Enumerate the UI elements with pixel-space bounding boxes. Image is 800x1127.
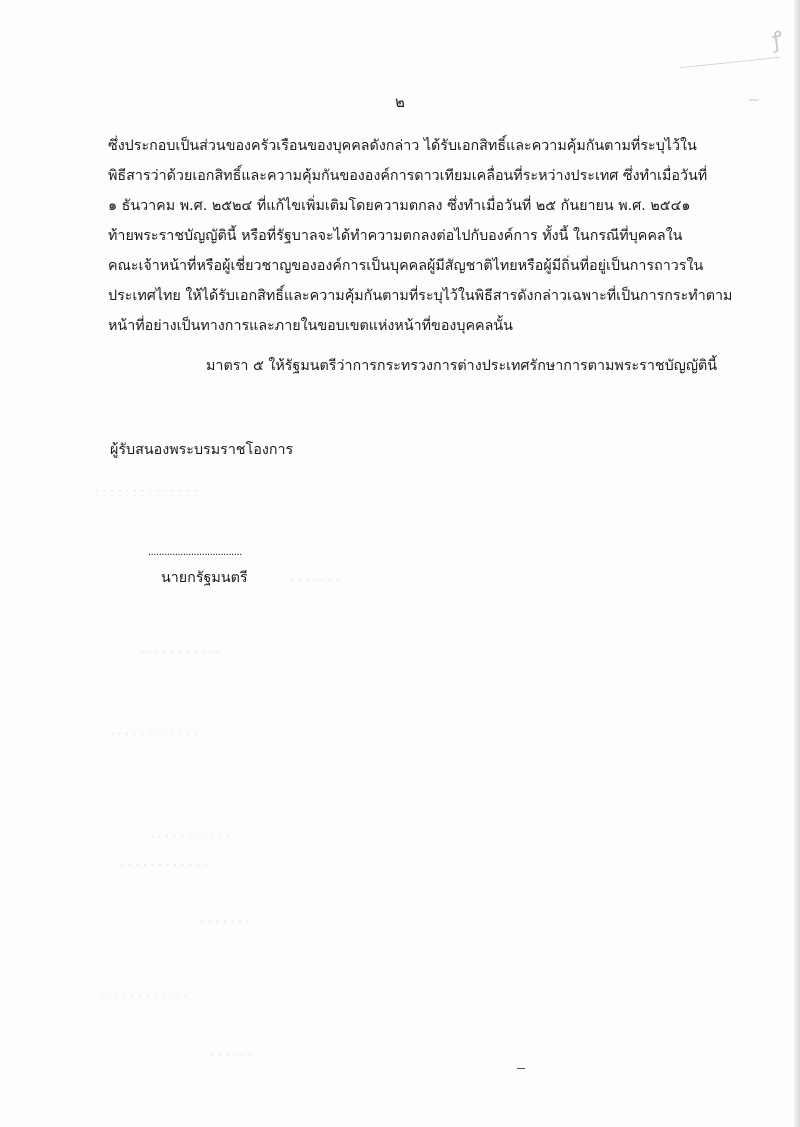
signatory-title: นายกรัฐมนตรี bbox=[161, 570, 248, 586]
bleed-through-text: · · · · · · · · · · · bbox=[140, 645, 221, 659]
section-5-clause: มาตรา ๕ ให้รัฐมนตรีว่าการกระทรวงการต่างประเทศรักษาการตามพระราชบัญญัตินี้ bbox=[206, 358, 718, 374]
corner-pencil-line bbox=[680, 57, 780, 68]
paragraph-line: ท้ายพระราชบัญญัตินี้ หรือที่รัฐบาลจะได้ทำความตกลงต่อไปกับองค์การ ทั้งนี้ ในกรณีที่บุคคลใน bbox=[108, 228, 683, 244]
corner-handwritten-mark: ꝭ bbox=[770, 27, 784, 54]
paragraph-line: พิธีสารว่าด้วยเอกสิทธิ์และความคุ้มกันขององค์การดาวเทียมเคลื่อนที่ระหว่างประเทศ ซึ่งทำเมื่อวันที่ bbox=[108, 168, 708, 184]
countersign-label: ผู้รับสนองพระบรมราชโองการ bbox=[110, 442, 294, 458]
paragraph-line: หน้าที่อย่างเป็นทางการและภายในขอบเขตแห่งหน้าที่ของบุคคลนั้น bbox=[108, 318, 513, 334]
footer-dash bbox=[517, 1068, 525, 1069]
corner-handwritten-note: ~ bbox=[745, 89, 761, 110]
bleed-through-text: · · · · · · · · · · · · bbox=[110, 727, 198, 741]
paragraph-line: ประเทศไทย ให้ได้รับเอกสิทธิ์และความคุ้มกันตามที่ระบุไว้ในพิธีสารดังกล่าวเฉพาะที่เป็นการกระทำตาม bbox=[108, 288, 733, 304]
page-number: ๒ bbox=[395, 93, 405, 111]
bleed-through-text: · · · · · · · · · · · bbox=[150, 830, 231, 844]
paragraph-line: ซึ่งประกอบเป็นส่วนของครัวเรือนของบุคคลดังกล่าว ได้รับเอกสิทธิ์และความคุ้มกันตามที่ระบุไว้ใน bbox=[108, 138, 697, 154]
bleed-through-text: · · · · · · · bbox=[290, 573, 340, 587]
page-edge-shadow bbox=[794, 0, 800, 1127]
bleed-through-text: · · · · · · · · · · · · bbox=[120, 858, 208, 872]
bleed-through-text: · · · · · · · · · · · · bbox=[100, 990, 188, 1004]
signature-line: ................................... bbox=[148, 547, 242, 558]
paragraph-line: ๑ ธันวาคม พ.ศ. ๒๕๒๔ ที่แก้ไขเพิ่มเติมโดยความตกลง ซึ่งทำเมื่อวันที่ ๒๕ กันยายน พ.ศ. ๒๕๔๑ bbox=[108, 198, 691, 214]
bleed-through-text: · · · · · · · · · · · · · · bbox=[95, 484, 198, 498]
bleed-through-text: · · · · · · · bbox=[200, 915, 250, 929]
paragraph-line: คณะเจ้าหน้าที่หรือผู้เชี่ยวชาญขององค์การเป็นบุคคลผู้มีสัญชาติไทยหรือผู้มีถิ่นที่อยู่เป็นการถาวรใน bbox=[108, 258, 704, 274]
bleed-through-text: · · · · · · bbox=[210, 1048, 252, 1062]
